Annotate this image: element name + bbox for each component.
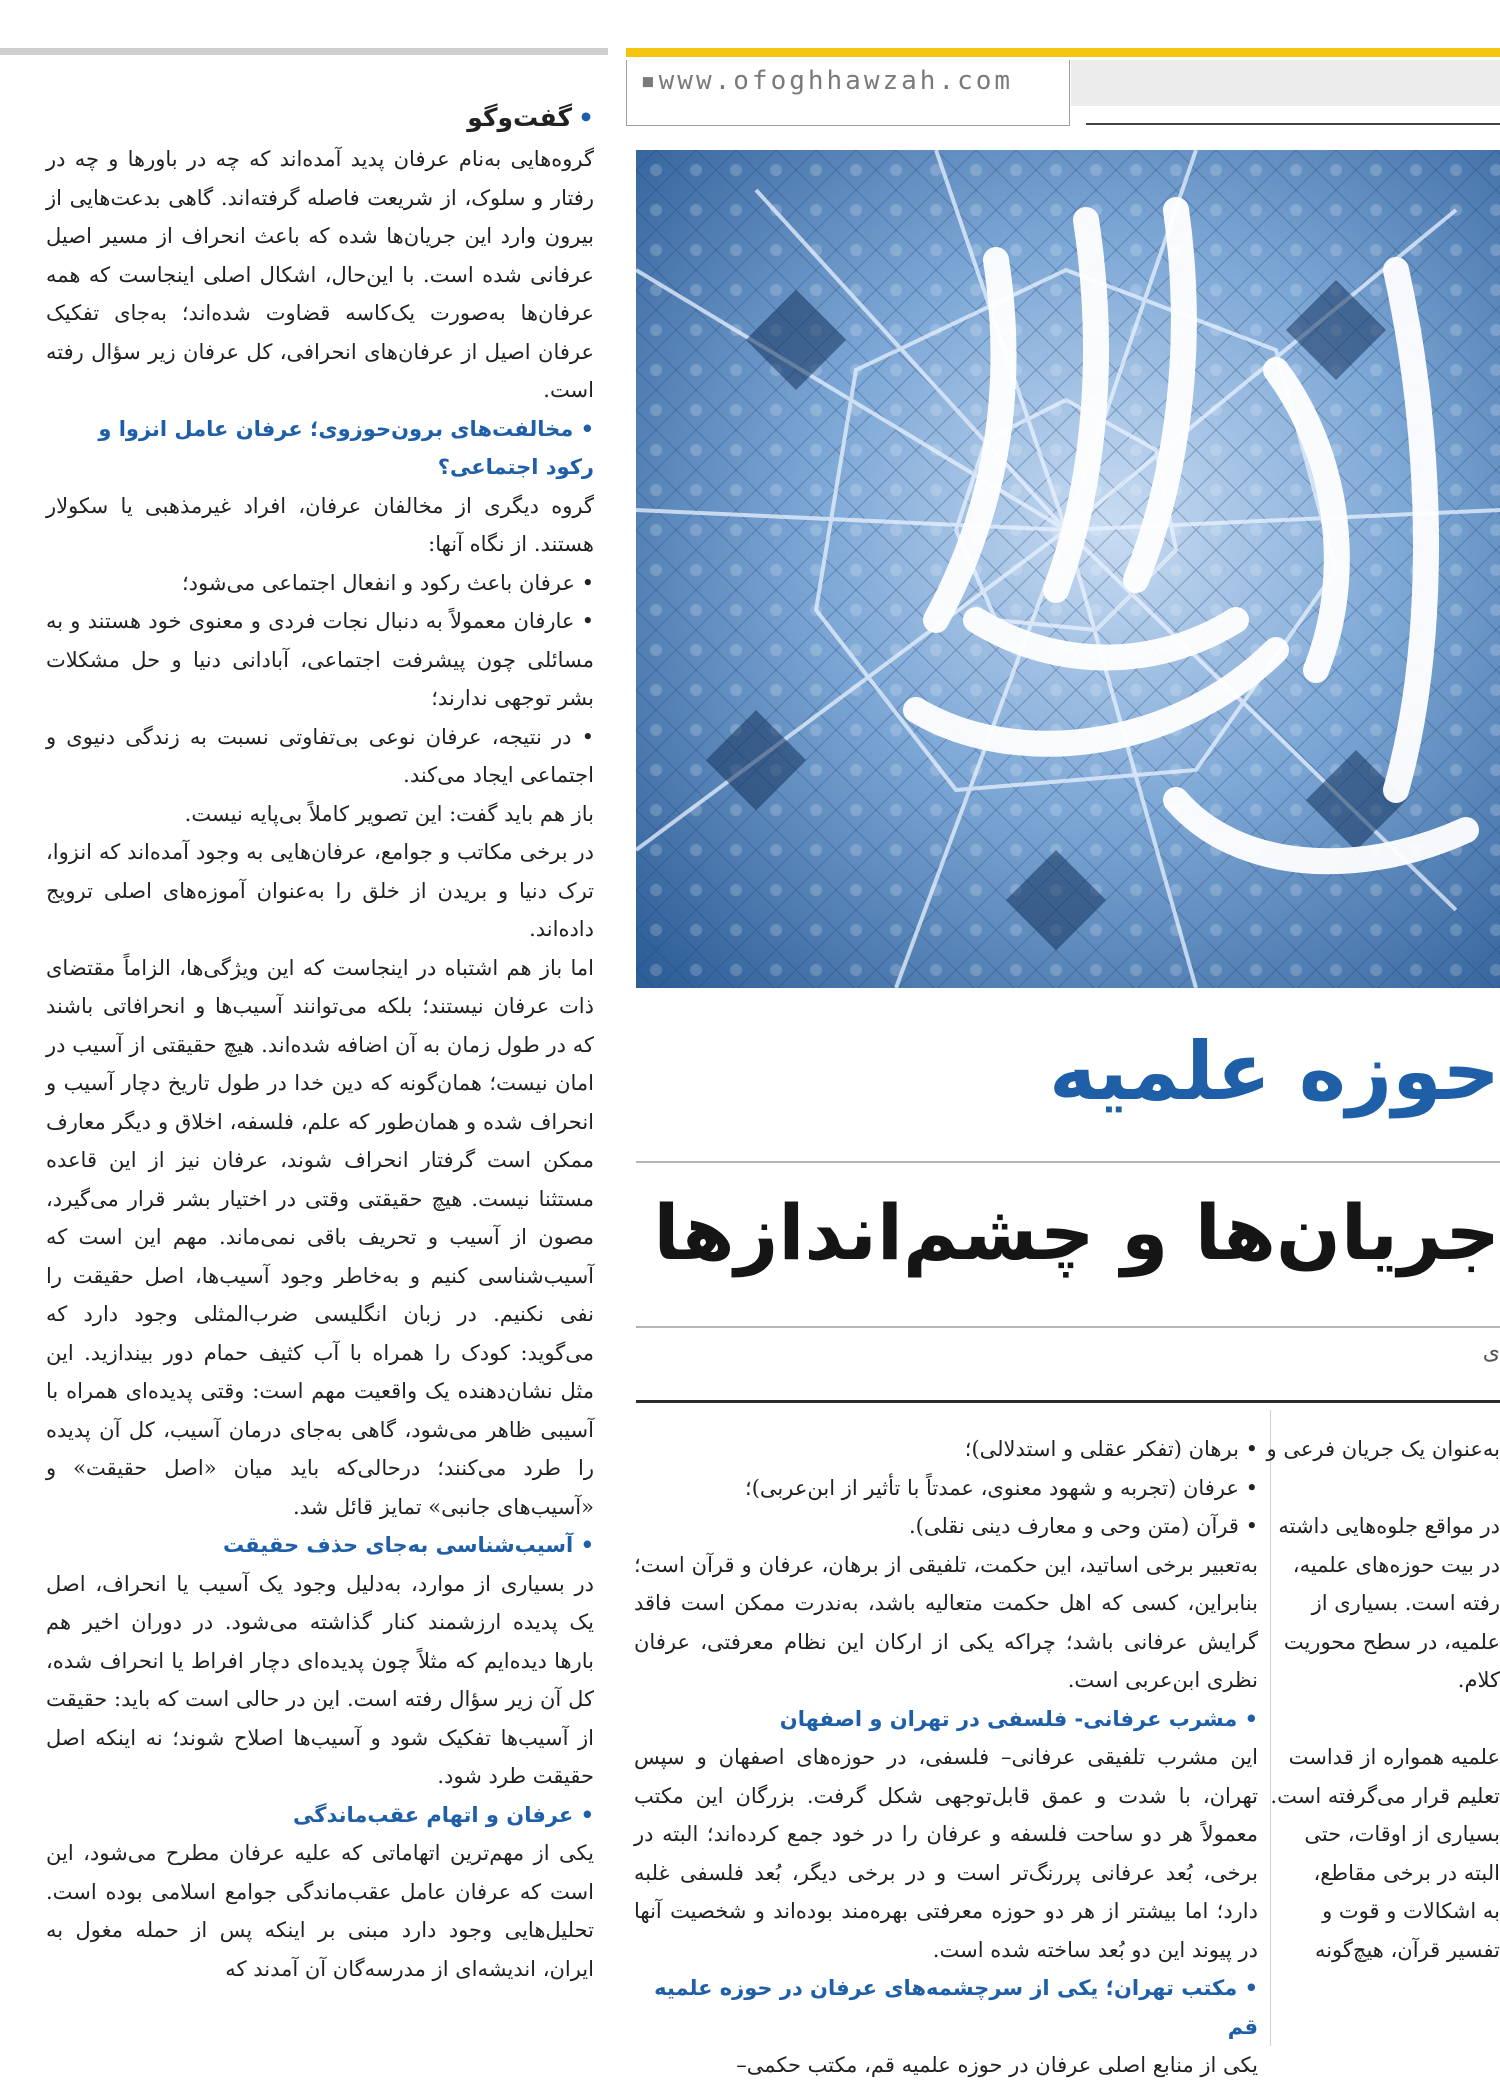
paragraph: گروه‌هایی به‌نام عرفان پدید آمده‌اند که چه در باورها و چه در رفتار و سلوک، از شریعت فاصله گرفته‌اند. گاهی بدعت‌هایی از بیرون وارد این جریان‌ها شده که باعث انحراف از مسیر اصیل عرفانی شده است. با این‌حال، اشکال اصلی اینجاست که همه عرفان‌ها به‌صورت یک‌کاسه قضاوت شده‌اند؛ به‌جای تفکیک عرفان اصیل از عرفان‌های انحرافی، کل عرفان زیر سؤال رفته است. <box>46 147 594 402</box>
text-line: کلام. <box>1457 1668 1500 1692</box>
bullet-icon: • <box>578 103 594 132</box>
text-line: در بیت حوزه‌های علمیه، <box>1292 1552 1500 1577</box>
paragraph: در بسیاری از موارد، به‌دلیل وجود یک آسیب یا انحراف، اصل یک پدیده ارزشمند کنار گذاشته می‌شود. در دوران اخیر هم بارها دیده‌ایم که مثلاً چون پدیده‌ای دچار افراط یا انحراف شده، کل آن زیر سؤال رفته است. این در حالی است که باید: حقیقت از آسیب‌ها تفکیک شود و آسیب‌ها اصلاح شوند؛ نه اینکه اصل حقیقت طرد شود. <box>46 1571 594 1788</box>
list-item: • عرفان (تجربه و شهود معنوی، عمدتاً با تأثیر از ابن‌عربی)؛ <box>634 1469 1258 1508</box>
headline-primary: حوزه علمیه <box>1048 1025 1500 1118</box>
header-accent-bar <box>626 48 1500 57</box>
text-line: بسیاری از اوقات، حتی <box>1304 1822 1500 1846</box>
hero-image <box>636 150 1500 988</box>
list-item: • در نتیجه، عرفان نوعی بی‌تفاوتی نسبت به زندگی دنیوی و اجتماعی ایجاد می‌کند. <box>46 718 594 795</box>
paragraph: یکی از منابع اصلی عرفان در حوزه علمیه قم، مکتب حکمی– <box>736 2053 1258 2077</box>
text-line: تفسیر قرآن، هیچ‌گونه <box>1314 1937 1500 1962</box>
text-line: البته در برخی مقاطع، <box>1313 1860 1500 1885</box>
divider-thick <box>636 1400 1500 1403</box>
subheading-text: مکتب تهران؛ یکی از سرچشمه‌های عرفان در حوزه علمیه قم <box>654 1976 1258 2039</box>
subheading-text: مشرب عرفانی- فلسفی در تهران و اصفهان <box>779 1706 1238 1731</box>
paragraph: به‌تعبیر برخی اساتید، این حکمت، تلفیقی از برهان، عرفان و قرآن است؛ بنابراین، کسی که اهل حکمت متعالیه باشد، به‌ندرت ممکن است فاقد گرایش عرفانی باشد؛ چراکه یکی از ارکان این نظام معرفتی، عرفان نظری ابن‌عربی است. <box>634 1552 1258 1692</box>
middle-article-column <box>634 1430 1258 2085</box>
paragraph: در برخی مکاتب و جوامع، عرفان‌هایی به وجود آمده‌اند که انزوا، ترک دنیا و بریدن از خلق را به‌عنوان آموزه‌های اصلی ترویج داده‌اند. <box>46 840 594 941</box>
text-line: علمیه همواره از قداست <box>1288 1745 1500 1769</box>
byline-fragment: ی <box>1482 1340 1500 1365</box>
paragraph: گروه دیگری از مخالفان عرفان، افراد غیرمذهبی یا سکولار هستند. از نگاه آنها: <box>46 493 594 556</box>
subheading: • مشرب عرفانی- فلسفی در تهران و اصفهان <box>779 1706 1258 1731</box>
subheading-text: مخالفت‌های برون‌حوزوی؛ عرفان عامل انزوا و رکود اجتماعی؟ <box>98 416 594 479</box>
headline-secondary: جریان‌ها و چشم‌اندازها <box>653 1188 1500 1277</box>
website-url[interactable]: ▪www.ofoghhawzah.com <box>640 66 1014 96</box>
subheading-text: آسیب‌شناسی به‌جای حذف حقیقت <box>222 1533 574 1557</box>
right-article-column <box>1266 1430 1500 2046</box>
text-line: به اشکالات و قوت و <box>1322 1899 1500 1923</box>
section-label <box>46 96 594 140</box>
text-line <box>1180 1700 1500 1739</box>
text-line: در مواقع جلوه‌هایی داشته <box>1278 1514 1500 1538</box>
list-item: • برهان (تفکر عقلی و استدلالی)؛ <box>634 1430 1258 1469</box>
paragraph: یکی از مهم‌ترین اتهاماتی که علیه عرفان مطرح می‌شود، این است که عرفان عامل عقب‌ماندگی جوامع اسلامی بوده است. تحلیل‌هایی وجود دارد مبنی بر اینکه پس از حمله مغول به ایران، اندیشه‌ای از مدرسه‌گان آن آمدند که <box>46 1841 594 1981</box>
paragraph: اما باز هم اشتباه در اینجاست که این ویژگی‌ها، الزاماً مقتضای ذات عرفان نیستند؛ بلکه می‌توانند آسیب‌ها و انحرافاتی باشند که در طول زمان به آن اضافه شده‌اند. هیچ حقیقتی از آسیب در امان نیست؛ همان‌گونه که دین خدا در طول تاریخ دچار آسیب و انحراف شده و همان‌طور که علم، فلسفه، اخلاق و دیگر معارف ممکن است گرفتار انحراف شوند، عرفان نیز از این قاعده مستثنا نیست. هیچ حقیقتی وقتی در اختیار بشر قرار می‌گیرد، مصون از آسیب و تحریف باقی نمی‌ماند. مهم این است که آسیب‌شناسی کنیم و به‌خاطر وجود آسیب‌ها، اصل حقیقت را نفی نکنیم. در زبان انگلیسی ضرب‌المثلی وجود دارد که می‌گوید: کودک را همراه با آب کثیف حمام دور بیندازید. این مثل نشان‌دهنده یک واقعیت مهم است: وقتی پدیده‌ای همراه با آسیبی ظاهر می‌شود، گاهی به‌جای درمان آسیب، کل آن پدیده را طرد می‌کنند؛ درحالی‌که باید میان «اصل حقیقت» و «آسیب‌های جانبی» تمایز قائل شد. <box>46 955 594 1519</box>
subheading: • عرفان و اتهام عقب‌ماندگی <box>293 1802 594 1827</box>
list-item: • عرفان باعث رکود و انفعال اجتماعی می‌شود؛ <box>46 564 594 603</box>
text-line: به‌عنوان یک جریان فرعی و <box>1266 1437 1500 1461</box>
left-article-column <box>46 96 594 1988</box>
subheading: • آسیب‌شناسی به‌جای حذف حقیقت <box>222 1533 594 1557</box>
list-item: • عارفان معمولاً به دنبال نجات فردی و معنوی خود هستند و به مسائلی چون پیشرفت اجتماعی، آبادانی دنیا و حل مشکلات بشر توجهی ندارند؛ <box>46 602 594 718</box>
divider <box>636 1326 1500 1328</box>
header-gray-strip <box>1071 60 1500 106</box>
header-rule-right <box>1086 123 1500 125</box>
text-line: رفته است. بسیاری از <box>1311 1591 1500 1615</box>
header-rule-left <box>0 48 608 55</box>
list-item: • قرآن (متن وحی و معارف دینی نقلی). <box>634 1507 1258 1546</box>
divider <box>636 1161 1500 1163</box>
paragraph: این مشرب تلفیقی عرفانی– فلسفی، در حوزه‌های اصفهان و سپس تهران، با شدت و عمق قابل‌توجهی شکل گرفت. بزرگان این مکتب معمولاً هر دو ساحت فلسفه و عرفان را در خود جمع کرده‌اند؛ البته در برخی، بُعد عرفانی پررنگ‌تر است و در برخی دیگر، بُعد فلسفی غلبه دارد؛ اما بیشتر از هر دو حوزه معرفتی بهره‌مند بوده‌اند و شخصیت آنها در پیوند این دو بُعد ساخته شده است. <box>634 1745 1258 1962</box>
paragraph: باز هم باید گفت: این تصویر کاملاً بی‌پایه نیست. <box>184 801 594 826</box>
text-line: علمیه، در سطح محوریت <box>1283 1629 1500 1654</box>
text-line <box>1180 1469 1500 1508</box>
subheading-text: عرفان و اتهام عقب‌ماندگی <box>293 1802 574 1827</box>
text-line: تعلیم قرار می‌گرفته است. <box>1270 1783 1500 1808</box>
subheading: • مکتب تهران؛ یکی از سرچشمه‌های عرفان در حوزه علمیه قم <box>654 1976 1258 2039</box>
mosque-dome-illustration <box>636 150 1500 988</box>
section-label-text: گفت‌وگو <box>467 103 573 132</box>
subheading: • مخالفت‌های برون‌حوزوی؛ عرفان عامل انزوا و رکود اجتماعی؟ <box>98 416 594 479</box>
